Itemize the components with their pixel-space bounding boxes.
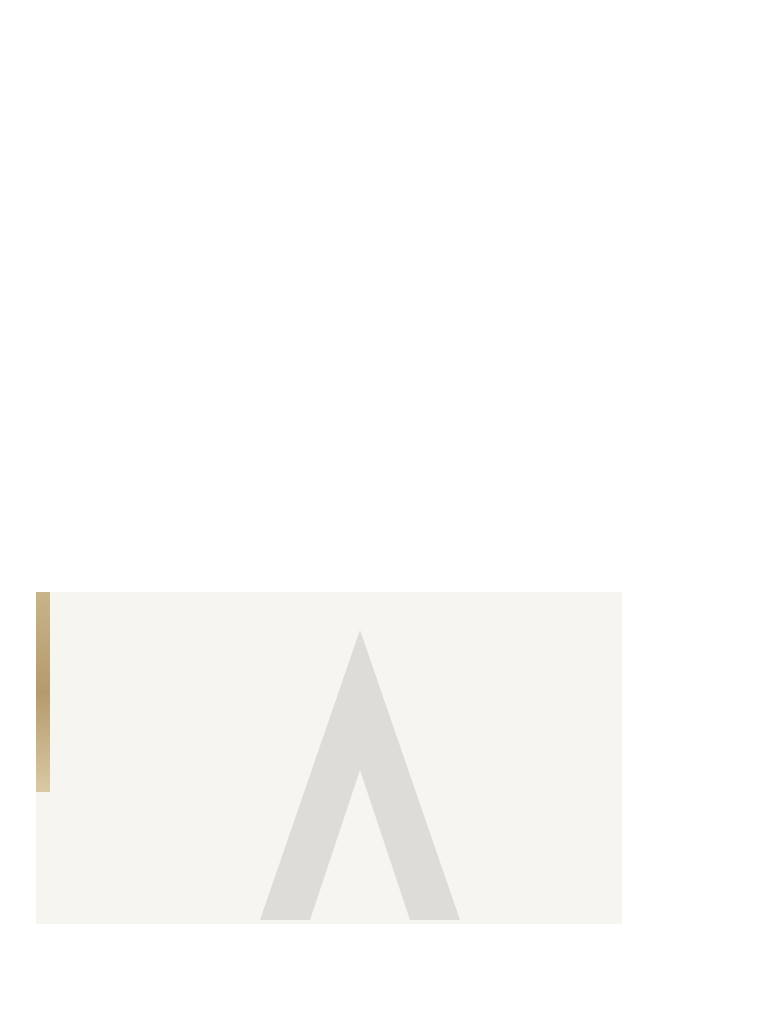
document-page <box>36 14 736 24</box>
scanned-textbook-excerpt <box>36 592 622 924</box>
illustration-strip <box>36 592 50 792</box>
